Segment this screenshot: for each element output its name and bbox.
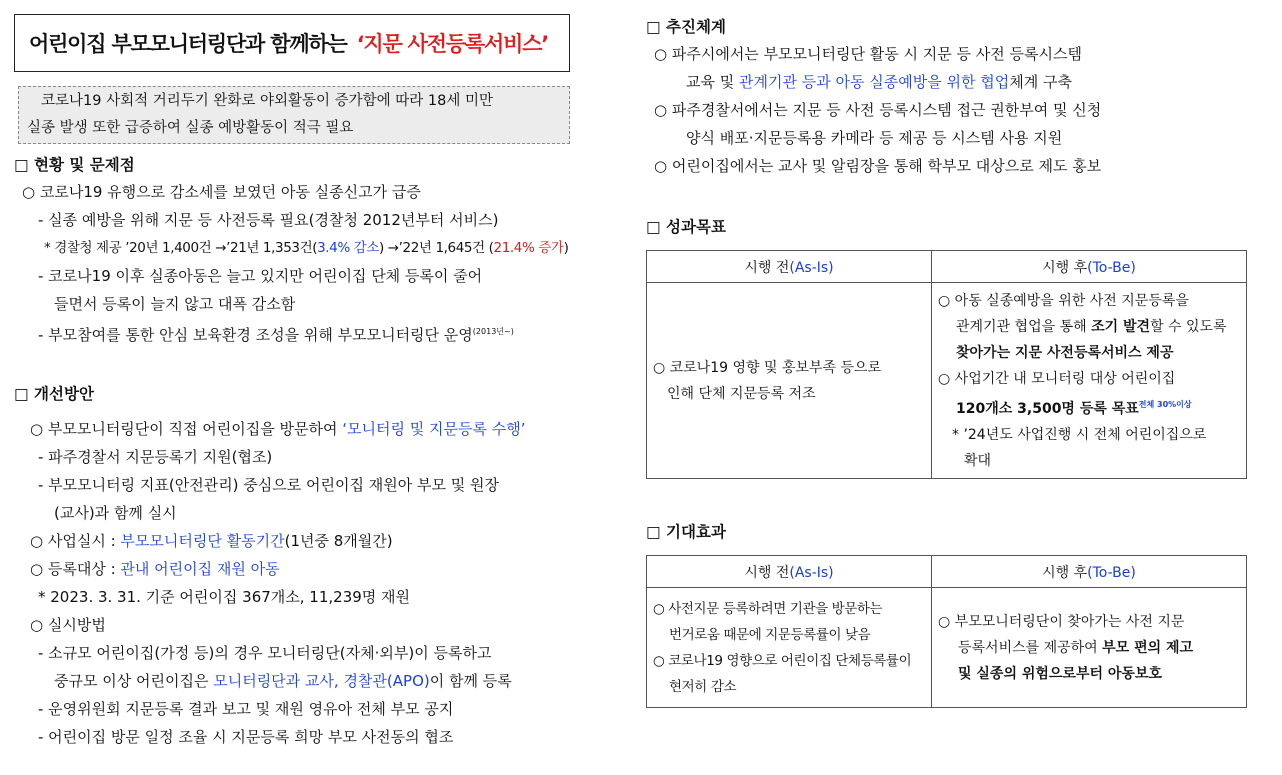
summary-box (18, 86, 570, 144)
title-main: 어린이집 부모모니터링단과 함께하는 (29, 32, 347, 56)
section-heading: □ 성과목표 (646, 218, 726, 236)
dash-item-cont: 들면서 등록이 늘지 않고 대폭 감소함 (54, 295, 296, 313)
goal-section (646, 214, 1256, 479)
bullet-item: ○ 코로나19 유행으로 감소세를 보였던 아동 실종신고가 급증 (22, 183, 421, 201)
table-cell-tobe: ○ 부모모니터링단이 찾아가는 사전 지문 등록서비스를 제공하여 부모 편의 제고 및 실종의 위험으로부터 아동보호 (932, 588, 1247, 708)
table-cell-tobe: ○ 아동 실종예방을 위한 사전 지문등록을 관계기관 협업을 통해 조기 발견할 수 있도록 찾아가는 지문 사전등록서비스 제공 ○ 사업기간 내 모니터링 대상 어린이집 120개소 3,500명 등록 목표$^{전체 30\%이상}$ * ’24년도 사업진행 시 전체 어린이집으로 확대 (932, 283, 1247, 479)
dash-item: - 부모참여를 통한 안심 보육환경 조성을 위해 부모모니터링단 운영$^{(2013년\sim)}$ (38, 326, 514, 344)
bullet-item: ○ 실시방법 (30, 616, 106, 634)
section-heading: □ 현황 및 문제점 (14, 156, 135, 174)
bullet-item: ○ 등록대상 : 관내 어린이집 재원 아동 (30, 560, 280, 578)
dash-item: - 코로나19 이후 실종아동은 늘고 있지만 어린이집 단체 등록이 줄어 (38, 267, 483, 285)
goal-table (646, 250, 1247, 479)
summary-line: 실종 발생 또한 급증하여 실종 예방활동이 적극 필요 (27, 120, 354, 136)
promo-section (646, 14, 1256, 180)
dash-item: - 어린이집 방문 일정 조율 시 지문등록 희망 부모 사전동의 협조 (38, 728, 454, 746)
note-item: * 경찰청 제공 ’20년 1,400건 →’21년 1,353건(3.4% 감소) →’22년 1,645건 (21.4% 증가) (44, 240, 569, 256)
section-heading: □ 기대효과 (646, 523, 726, 541)
section-heading: □ 추진체계 (646, 18, 726, 36)
right-column (646, 14, 1256, 708)
bullet-item: ○ 파주시에서는 부모모니터링단 활동 시 지문 등 사전 등록시스템 (654, 45, 1082, 63)
table-cell-asis: ○ 사전지문 등록하려면 기관을 방문하는 번거로움 때문에 지문등록률이 낮음 ○ 코로나19 영향으로 어린이집 단체등록률이 현저히 감소 (647, 588, 932, 708)
table-cell-asis: ○ 코로나19 영향 및 홍보부족 등으로 인해 단체 지문등록 저조 (647, 283, 932, 479)
improve-section (14, 381, 584, 751)
table-header-tobe: 시행 후(To-Be) (932, 556, 1247, 588)
dash-item: - 파주경찰서 지문등록기 지원(협조) (38, 448, 273, 466)
dash-item: - 부모모니터링 지표(안전관리) 중심으로 어린이집 재원아 부모 및 원장 (38, 476, 499, 494)
left-column (14, 14, 584, 751)
title-highlight: ‘지문 사전등록서비스’ (356, 32, 549, 56)
table-header-tobe: 시행 후(To-Be) (932, 251, 1247, 283)
section-heading: □ 개선방안 (14, 385, 94, 403)
document-title (14, 14, 570, 72)
bullet-item: ○ 사업실시 : 부모모니터링단 활동기간(1년중 8개월간) (30, 532, 393, 550)
table-header-asis: 시행 전(As-Is) (647, 556, 932, 588)
status-section (14, 152, 584, 349)
table-header-asis: 시행 전(As-Is) (647, 251, 932, 283)
bullet-item-cont: 교육 및 관계기관 등과 아동 실종예방을 위한 협업체계 구축 (686, 73, 1072, 91)
summary-line: 코로나19 사회적 거리두기 완화로 야외활동이 증가함에 따라 18세 미만 (41, 93, 493, 109)
bullet-item: ○ 부모모니터링단이 직접 어린이집을 방문하여 ‘모니터링 및 지문등록 수행’ (30, 420, 526, 438)
effect-section (646, 519, 1256, 708)
bullet-item: ○ 파주경찰서에서는 지문 등 사전 등록시스템 접근 권한부여 및 신청 (654, 101, 1102, 119)
bullet-item-cont: 양식 배포·지문등록용 카메라 등 제공 등 시스템 사용 지원 (686, 129, 1063, 147)
dash-item: - 소규모 어린이집(가정 등)의 경우 모니터링단(자체·외부)이 등록하고 (38, 644, 492, 662)
dash-item: - 실종 예방을 위해 지문 등 사전등록 필요(경찰청 2012년부터 서비스) (38, 211, 499, 229)
dash-item-cont: (교사)과 함께 실시 (54, 504, 177, 522)
dash-item: - 운영위원회 지문등록 결과 보고 및 재원 영유아 전체 부모 공지 (38, 700, 454, 718)
effect-table (646, 555, 1247, 708)
bullet-item: ○ 어린이집에서는 교사 및 알림장을 통해 학부모 대상으로 제도 홍보 (654, 157, 1102, 175)
dash-item-cont: 중규모 이상 어린이집은 모니터링단과 교사, 경찰관(APO)이 함께 등록 (54, 672, 512, 690)
note-item: * 2023. 3. 31. 기준 어린이집 367개소, 11,239명 재원 (38, 588, 411, 606)
